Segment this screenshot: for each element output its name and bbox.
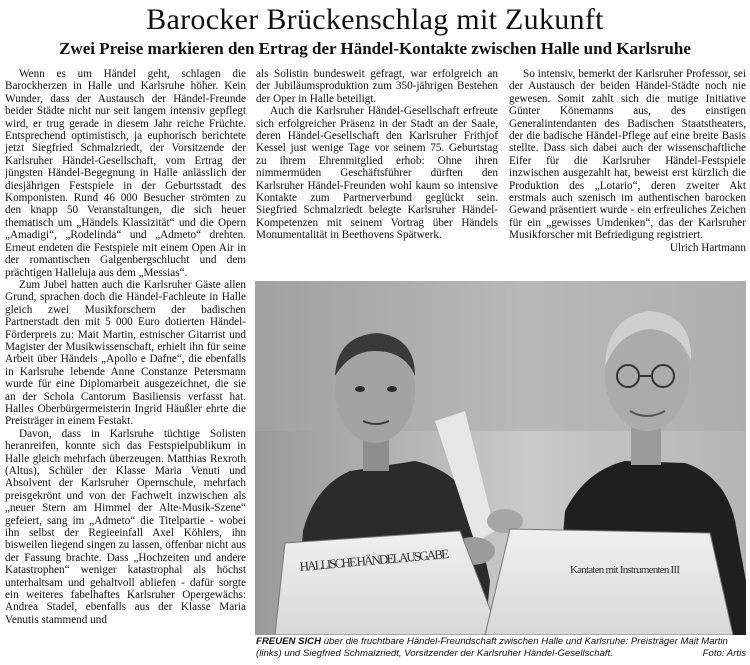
author-byline: Ulrich Hartmann: [669, 241, 746, 254]
headline: Barocker Brückenschlag mit Zukunft: [146, 3, 604, 36]
photo-caption: [256, 636, 746, 659]
paragraph: Zum Jubel hatten auch die Karlsruher Gäste allen Grund, sprachen doch die Händel-Fachleute in Halle gleich zwei Musikforschern der badischen Partnerstadt den mit 5 000 Euro dotierten Händel-Förderpreis zu: Mait Martin, estnischer Gitarrist und Magister der Musikwissenschaft, erhielt ihn für seine Arbeit über Händels „Apollo e Dafne“, die ebenfalls in Karlsruhe lebende Anne Constanze Petersmann wurde für eine Diplomarbeit ausgezeichnet, die sie an der Schola Cantorum Basiliensis verfasst hat. Halles Oberbürgermeisterin Ingrid Häußler ehrte die Preisträger in einem Festakt.: [5, 278, 246, 428]
book-right-title: Kantaten mit Instrumenten III: [570, 564, 680, 576]
article-column-3: [509, 68, 746, 274]
article-photo: [255, 281, 746, 635]
caption-text: über die fruchtbare Händel-Freundschaft zwischen Halle und Karlsruhe: Preisträger Mait Martin (links) und Siegfried Schmalzriedt, Vorsitzender der Karlsruher Händel-Gesellschaft.: [256, 636, 728, 659]
book-left-title: HALLISCHE HÄNDEL AUSGABE: [298, 545, 450, 574]
paragraph: Davon, dass in Karlsruhe tüchtige Solisten heranreifen, konnte sich das Festspielpublikum in Halle gleich mehrfach überzeugen. Matthias Rexroth (Altus), Schüler der Klasse Maria Venuti und Absolvent der Karlsruher Opernschule, mehrfach preisgekrönt und von der Fachwelt inzwischen als „neuer Stern am Himmel der Alte-Musik-Szene“ gefeiert, sang im „Admeto“ die Titelpartie - wobei ihn selbst der Regieeinfall Axel Köhlers, ihn bisweilen liegend singen zu lassen, offenbar nicht aus der Fassung brachte. Dass „Hochzeiten und andere Katastrophen“ weniger katastrophal als höchst unterhaltsam und gehaltvoll abliefen - dafür sorgte ein weiteres fabelhaftes Karlsruher Opergewächs: Andrea Stadel, ebenfalls aus der Klasse Maria Venutis stammend und: [5, 427, 246, 626]
paragraph: So intensiv, bemerkt der Karlsruher Professor, sei der Austausch der beiden Händel-Städte noch nie gewesen. Somit zahlt sich die mutige Initiative Günter Könemanns aus, des einstigen Generalintendanten des Badischen Staatstheaters, der die badische Händel-Pflege auf eine breite Basis stellte. Dass sich dabei auch der wissenschaftliche Eifer für die Karlsruher Händel-Festspiele inzwischen ausgezahlt hat, beweist erst kürzlich die Produktion des „Lotario“, deren zweiter Akt erstmals auch szenisch im authentischen barocken Gewand präsentiert wurde - ein erfreuliches Zeichen für ein „gewisses Umdenken“, das der Karlsruher Musikforscher mit Befriedigung registriert.: [509, 68, 746, 242]
article-column-1: [5, 68, 246, 665]
photo-credit: Foto: Artis: [702, 647, 746, 659]
paragraph: Wenn es um Händel geht, schlagen die Barockherzen in Halle und Karlsruhe höher. Kein Wunder, dass der Austausch der Händel-Freunde beider Städte nicht nur seit langem intensiv gepflegt wird, er trug gerade in diesem Jahr reiche Früchte. Entsprechend optimistisch, ja euphorisch berichtete jetzt Siegfried Schmalzriedt, der Vorsitzende der Karlsruher Händel-Gesellschaft, vom Ertrag der jüngsten Händel-Begegnung in Halle anlässlich der diesjährigen Festspiele in der Geburtsstadt des Komponisten. Rund 46 000 Besucher strömten zu den knapp 50 Veranstaltungen, die sich heuer thematisch um „Händels Klassizität“ und die Opern „Amadigi“, „Rodelinda“ und „Admeto“ drehten. Erneut endeten die Festspiele mit einem Open Air in der romantischen Galgenbergschlucht und dem prächtigen Halleluja aus dem „Messias“.: [5, 68, 246, 279]
caption-lead: FREUEN SICH: [256, 636, 322, 647]
article-column-2: [256, 68, 498, 274]
subheadline: Zwei Preise markieren den Ertrag der Händel-Kontakte zwischen Halle und Karlsruhe: [59, 39, 691, 58]
paragraph: als Solistin bundesweit gefragt, war erfolgreich an der Jubiläumsproduktion zum 350-jährigen Bestehen der Oper in Halle beteiligt.: [256, 68, 498, 105]
paragraph: Auch die Karlsruher Händel-Gesellschaft erfreute sich erfolgreicher Präsenz in der Stadt an der Saale, deren Händel-Gesellschaft den Karlsruher Frithjof Kessel just wenige Tage vor seinem 75. Geburtstag zu ihrem Ehrenmitglied erhob: Ohne ihren nimmermüden Geschäftsführer dürften den Karlsruher Händel-Freunden wohl kaum so intensive Kontakte zum Partnerverbund geglückt sein. Siegfried Schmalzriedt belegte Karlsruher Händel-Kompetenzen mit seinem Vortrag über Händels Monumentalität in Beethovens Spätwerk.: [256, 105, 498, 242]
